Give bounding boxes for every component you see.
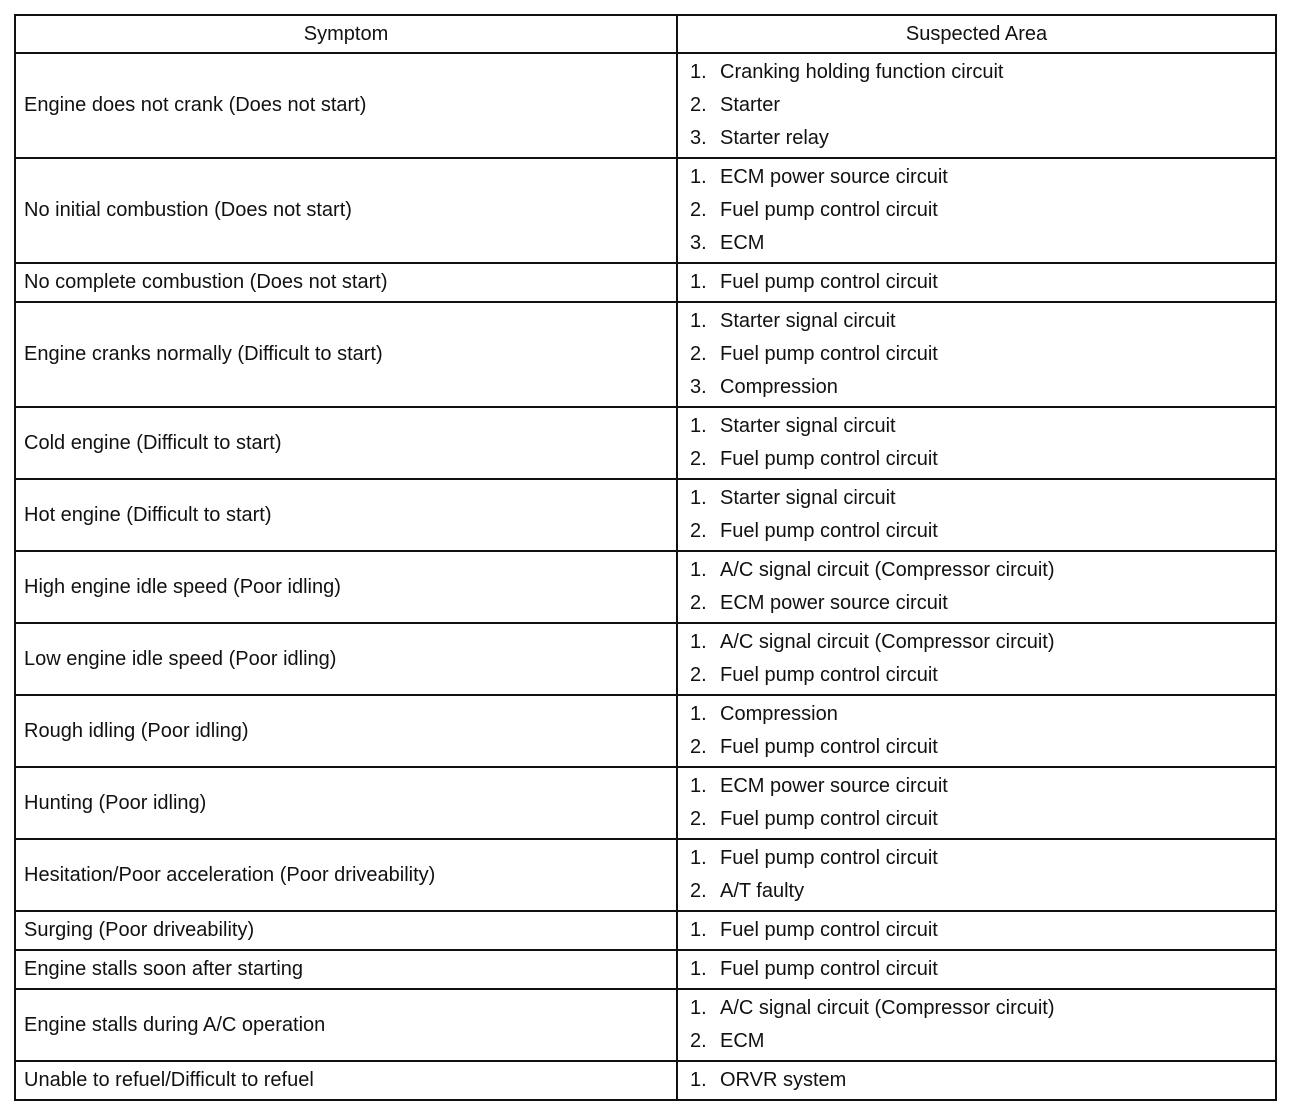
suspected-area-item xyxy=(690,305,1263,338)
suspected-area-cell xyxy=(677,767,1276,839)
symptom-cell: No complete combustion (Does not start) xyxy=(15,263,677,302)
item-number: 1. xyxy=(690,415,707,437)
suspected-area-item xyxy=(690,227,1263,260)
item-text: A/C signal circuit (Compressor circuit) xyxy=(720,997,1055,1019)
item-text: ECM power source circuit xyxy=(720,166,948,188)
item-text: Fuel pump control circuit xyxy=(720,448,938,470)
item-number: 2. xyxy=(690,880,707,902)
header-symptom: Symptom xyxy=(15,15,677,53)
item-number: 3. xyxy=(690,232,707,254)
suspected-area-item xyxy=(690,1025,1263,1058)
header-row xyxy=(15,15,1276,53)
item-number: 1. xyxy=(690,919,707,941)
table-row xyxy=(15,1061,1276,1100)
item-text: Starter signal circuit xyxy=(720,415,896,437)
item-text: Fuel pump control circuit xyxy=(720,664,938,686)
suspected-area-item xyxy=(690,770,1263,803)
symptom-cell: Engine does not crank (Does not start) xyxy=(15,53,677,158)
item-number: 1. xyxy=(690,166,707,188)
symptom-cell: Hunting (Poor idling) xyxy=(15,767,677,839)
suspected-area-cell xyxy=(677,479,1276,551)
symptom-cell: Cold engine (Difficult to start) xyxy=(15,407,677,479)
item-number: 1. xyxy=(690,271,707,293)
suspected-area-cell xyxy=(677,53,1276,158)
suspected-area-item xyxy=(690,515,1263,548)
item-text: Fuel pump control circuit xyxy=(720,919,938,941)
suspected-area-item xyxy=(690,122,1263,155)
item-number: 1. xyxy=(690,958,707,980)
symptom-cell: Engine stalls during A/C operation xyxy=(15,989,677,1061)
item-number: 2. xyxy=(690,736,707,758)
table-row xyxy=(15,695,1276,767)
item-text: ORVR system xyxy=(720,1069,847,1091)
item-text: Fuel pump control circuit xyxy=(720,958,938,980)
item-text: Fuel pump control circuit xyxy=(720,199,938,221)
table-row xyxy=(15,950,1276,989)
item-number: 3. xyxy=(690,127,707,149)
item-text: ECM power source circuit xyxy=(720,775,948,797)
item-number: 2. xyxy=(690,1030,707,1052)
item-text: Fuel pump control circuit xyxy=(720,520,938,542)
suspected-area-item xyxy=(690,194,1263,227)
suspected-area-cell xyxy=(677,950,1276,989)
item-number: 2. xyxy=(690,343,707,365)
item-text: A/T faulty xyxy=(720,880,805,902)
item-number: 1. xyxy=(690,631,707,653)
item-number: 1. xyxy=(690,61,707,83)
symptom-cell: Hot engine (Difficult to start) xyxy=(15,479,677,551)
item-text: Cranking holding function circuit xyxy=(720,61,1004,83)
item-text: ECM xyxy=(720,232,765,254)
item-text: Starter relay xyxy=(720,127,829,149)
symptom-cell: Engine stalls soon after starting xyxy=(15,950,677,989)
table-row xyxy=(15,263,1276,302)
suspected-area-item xyxy=(690,953,1263,986)
suspected-area-item xyxy=(690,659,1263,692)
table-row xyxy=(15,911,1276,950)
suspected-area-item xyxy=(690,587,1263,620)
suspected-area-cell xyxy=(677,263,1276,302)
item-number: 1. xyxy=(690,487,707,509)
table-row xyxy=(15,839,1276,911)
symptom-table xyxy=(14,14,1277,1101)
suspected-area-item xyxy=(690,1064,1263,1097)
item-text: ECM power source circuit xyxy=(720,592,948,614)
suspected-area-item xyxy=(690,371,1263,404)
suspected-area-item xyxy=(690,266,1263,299)
item-number: 3. xyxy=(690,376,707,398)
table-row xyxy=(15,767,1276,839)
item-number: 2. xyxy=(690,94,707,116)
table-row xyxy=(15,551,1276,623)
suspected-area-item xyxy=(690,338,1263,371)
item-text: A/C signal circuit (Compressor circuit) xyxy=(720,631,1055,653)
item-number: 1. xyxy=(690,847,707,869)
suspected-area-item xyxy=(690,482,1263,515)
symptom-cell: High engine idle speed (Poor idling) xyxy=(15,551,677,623)
table-row xyxy=(15,479,1276,551)
item-text: Fuel pump control circuit xyxy=(720,736,938,758)
item-text: Starter signal circuit xyxy=(720,487,896,509)
header-suspected-area: Suspected Area xyxy=(677,15,1276,53)
item-text: Starter xyxy=(720,94,781,116)
item-number: 2. xyxy=(690,199,707,221)
suspected-area-item xyxy=(690,698,1263,731)
symptom-cell: No initial combustion (Does not start) xyxy=(15,158,677,263)
item-text: Starter signal circuit xyxy=(720,310,896,332)
table-row xyxy=(15,53,1276,158)
table-row xyxy=(15,158,1276,263)
suspected-area-item xyxy=(690,992,1263,1025)
suspected-area-item xyxy=(690,626,1263,659)
suspected-area-cell xyxy=(677,551,1276,623)
item-text: Fuel pump control circuit xyxy=(720,808,938,830)
symptom-cell: Low engine idle speed (Poor idling) xyxy=(15,623,677,695)
symptom-cell: Hesitation/Poor acceleration (Poor driveability) xyxy=(15,839,677,911)
suspected-area-cell xyxy=(677,407,1276,479)
symptom-cell: Rough idling (Poor idling) xyxy=(15,695,677,767)
suspected-area-cell xyxy=(677,623,1276,695)
symptom-cell: Surging (Poor driveability) xyxy=(15,911,677,950)
suspected-area-item xyxy=(690,410,1263,443)
suspected-area-item xyxy=(690,161,1263,194)
suspected-area-item xyxy=(690,875,1263,908)
item-text: Fuel pump control circuit xyxy=(720,343,938,365)
item-number: 2. xyxy=(690,592,707,614)
item-number: 1. xyxy=(690,310,707,332)
suspected-area-cell xyxy=(677,302,1276,407)
item-number: 1. xyxy=(690,997,707,1019)
item-text: Fuel pump control circuit xyxy=(720,847,938,869)
item-text: A/C signal circuit (Compressor circuit) xyxy=(720,559,1055,581)
item-number: 2. xyxy=(690,808,707,830)
item-number: 1. xyxy=(690,559,707,581)
suspected-area-cell xyxy=(677,839,1276,911)
item-number: 2. xyxy=(690,520,707,542)
suspected-area-item xyxy=(690,731,1263,764)
item-number: 1. xyxy=(690,703,707,725)
suspected-area-item xyxy=(690,443,1263,476)
item-text: Compression xyxy=(720,703,838,725)
suspected-area-cell xyxy=(677,158,1276,263)
symptom-cell: Unable to refuel/Difficult to refuel xyxy=(15,1061,677,1100)
item-number: 1. xyxy=(690,1069,707,1091)
symptom-cell: Engine cranks normally (Difficult to start) xyxy=(15,302,677,407)
table-row xyxy=(15,623,1276,695)
table-body xyxy=(15,53,1276,1100)
suspected-area-item xyxy=(690,554,1263,587)
table-row xyxy=(15,302,1276,407)
suspected-area-item xyxy=(690,56,1263,89)
suspected-area-item xyxy=(690,914,1263,947)
table-row xyxy=(15,989,1276,1061)
item-number: 2. xyxy=(690,448,707,470)
item-text: Compression xyxy=(720,376,838,398)
item-text: Fuel pump control circuit xyxy=(720,271,938,293)
suspected-area-cell xyxy=(677,911,1276,950)
item-text: ECM xyxy=(720,1030,765,1052)
suspected-area-cell xyxy=(677,989,1276,1061)
suspected-area-item xyxy=(690,842,1263,875)
item-number: 2. xyxy=(690,664,707,686)
suspected-area-cell xyxy=(677,1061,1276,1100)
suspected-area-cell xyxy=(677,695,1276,767)
item-number: 1. xyxy=(690,775,707,797)
suspected-area-item xyxy=(690,89,1263,122)
troubleshooting-table-container xyxy=(14,14,1275,1101)
table-row xyxy=(15,407,1276,479)
suspected-area-item xyxy=(690,803,1263,836)
